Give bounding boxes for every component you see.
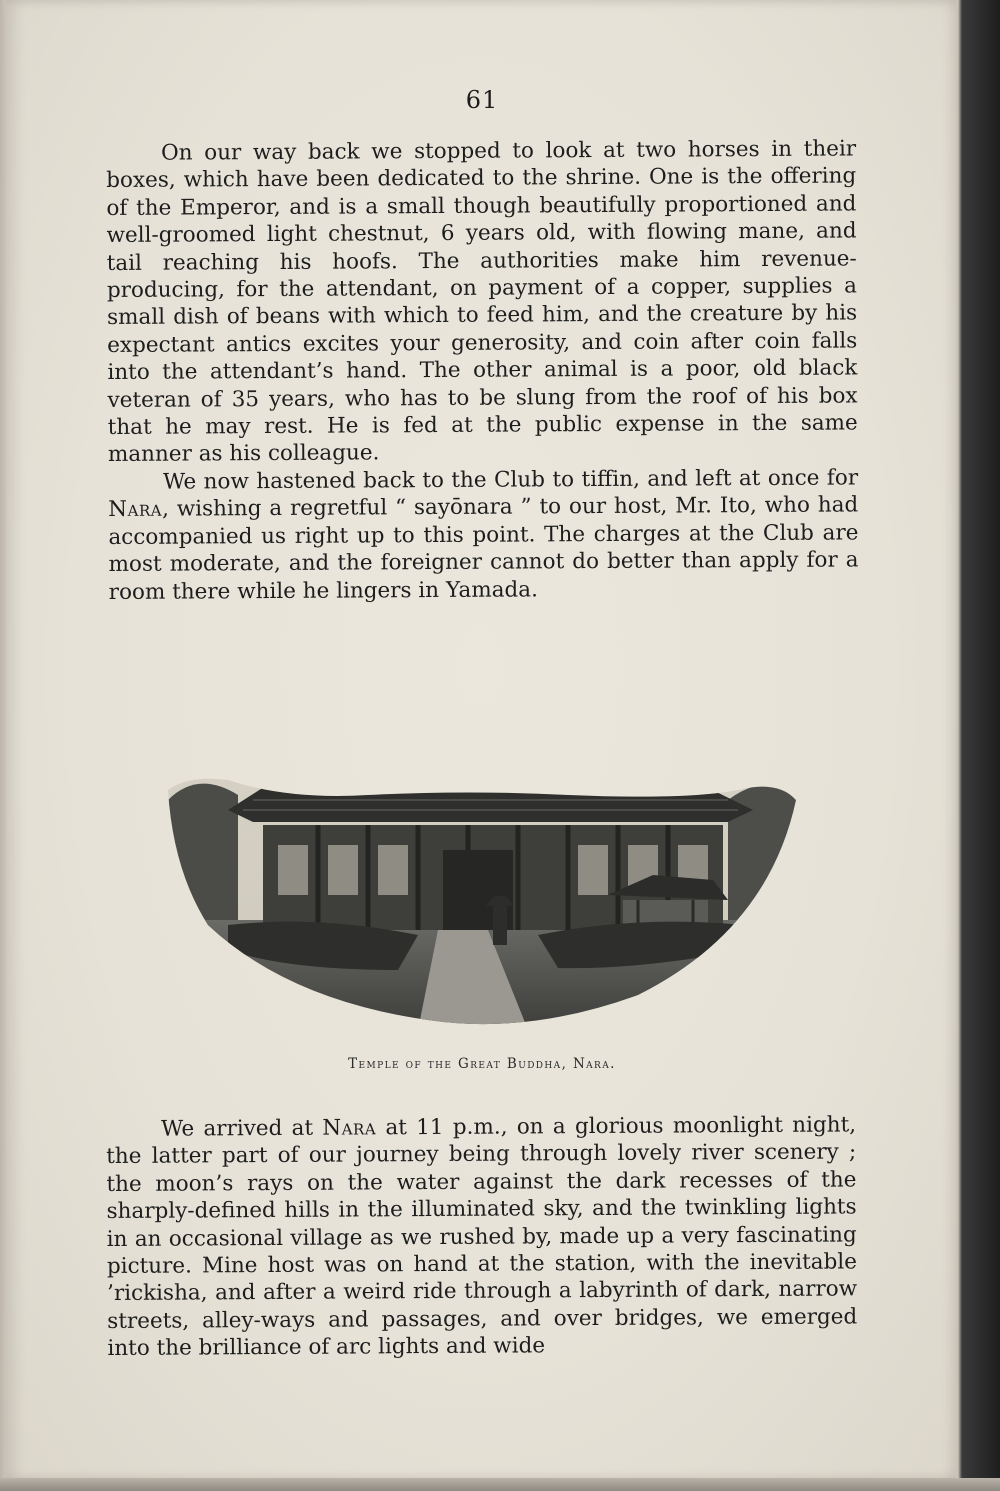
paragraph-horses: On our way back we stopped to look at two horses in their boxes, which have been dedicated to the shrine. One is the offering of the Emperor, and is a small though beautifully proportioned and well-groomed light chestnut, 6 years old, with flowing mane, and tail reaching his hoofs. The authorities make him revenue-producing, for the attendant, on payment of a copper, supplies a small dish of beans with which to feed him, and the creature by his expectant antics excites your generosity, and coin after coin falls into the attendant’s hand. The other animal is a poor, old black veteran of 35 years, who has to be slung from the roof of his box that he may rest. He is fed at the public expense in the same manner as his colleague.: [106, 136, 858, 468]
page-number: 61: [465, 86, 499, 114]
page-edge: [0, 1478, 1000, 1491]
paragraph-club-before: We now hastened back to the Club to tiffin, and left at once for: [163, 465, 859, 495]
paragraph-arrival: [106, 1111, 857, 1362]
place-name-nara: Nara: [108, 496, 163, 523]
figure-caption: Temple of the Great Buddha, Nara.: [348, 1056, 616, 1072]
paragraph-arrival-after: at 11 p.m., on a glorious moonlight night, the latter part of our journey being through lovely river scenery ; the moon’s rays on the water against the dark recesses of the sharply-defined hills in the illuminated sky, and the twinkling lights in an occasional village as we rushed by, made up a very fascinating picture. Mine host was on hand at the station, with the inevitable ’rickisha, and after a weird ride through a labyrinth of dark, narrow streets, alley-ways and passages, and over bridges, we emerged into the brilliance of arc lights and wide: [106, 1112, 858, 1362]
paragraph-club: [108, 464, 859, 606]
text-block-top: [106, 135, 859, 605]
place-name-nara-2: Nara: [322, 1115, 377, 1141]
paragraph-arrival-before: We arrived at: [161, 1115, 323, 1142]
temple-photograph: [168, 650, 796, 1030]
text-block-bottom: [106, 1111, 857, 1362]
paragraph-club-after: , wishing a regretful “ sayōnara ” to our host, Mr. Ito, who had accompanied us right up to this point. The charges at the Club are most moderate, and the foreigner cannot do better than apply for a room there while he lingers in Yamada.: [108, 492, 859, 605]
